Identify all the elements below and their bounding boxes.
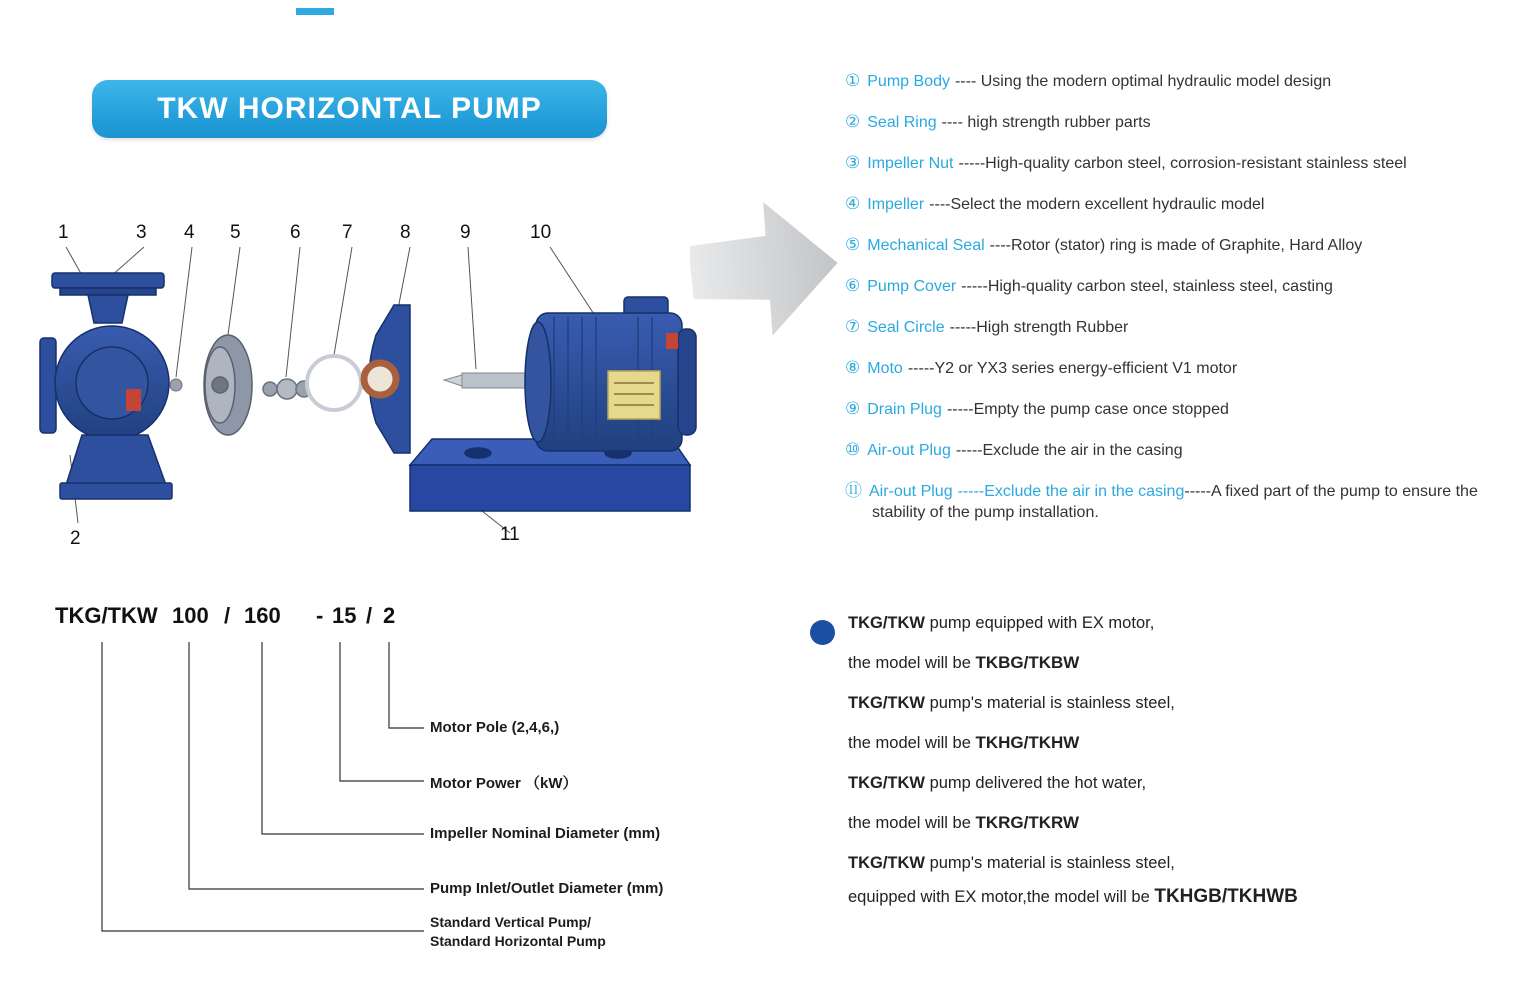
note-text: pump delivered the hot water,	[924, 774, 1147, 792]
callout-standard-line2: Standard Horizontal Pump	[430, 933, 606, 949]
pump-body-graphic	[40, 273, 172, 499]
callout-motor-pole: Motor Pole (2,4,6,)	[430, 719, 560, 736]
transition-arrow-graphic	[690, 196, 840, 346]
callout-inlet-outlet: Pump Inlet/Outlet Diameter (mm)	[430, 880, 664, 897]
part-item-11	[845, 480, 1505, 523]
diagram-label-10: 10	[530, 222, 552, 243]
part-number-icon: ④	[845, 194, 861, 213]
callout-impeller-diameter: Impeller Nominal Diameter (mm)	[430, 825, 661, 842]
part-item-5	[845, 234, 1505, 256]
part-name: Air-out Plug	[867, 442, 951, 459]
part-desc: -----Exclude the air in the casing	[957, 483, 1185, 500]
diagram-label-9: 9	[460, 222, 471, 243]
model-code-power: 15	[332, 603, 357, 628]
part-desc: -----High strength Rubber	[949, 319, 1129, 336]
part-item-4	[845, 193, 1505, 215]
model-code-prefix: TKG/TKW	[55, 603, 158, 628]
part-name: Impeller	[867, 196, 925, 213]
part-number-icon: ⑩	[845, 440, 861, 459]
diagram-label-5: 5	[230, 222, 241, 243]
part-item-1	[845, 70, 1505, 92]
bullet-icon	[810, 620, 835, 645]
part-item-3	[845, 152, 1505, 174]
note-model: TKBG/TKBW	[975, 653, 1080, 672]
impeller-nut-graphic	[170, 379, 182, 391]
model-variant-notes	[848, 612, 1478, 926]
note-line	[848, 852, 1478, 886]
parts-list	[845, 70, 1505, 542]
note-model: TKHGB/TKHWB	[1154, 886, 1298, 907]
note-text: the model will be	[848, 814, 976, 832]
part-desc: -----Exclude the air in the casing	[955, 442, 1183, 459]
note-text: pump equipped with EX motor,	[924, 614, 1155, 632]
part-number-icon: ⑨	[845, 399, 861, 418]
note-line	[848, 886, 1478, 926]
diagram-label-11: 11	[500, 524, 520, 545]
note-lead: TKG/TKW	[848, 854, 925, 872]
model-code-dash: -	[316, 603, 324, 628]
diagram-label-6: 6	[290, 222, 301, 243]
diagram-label-2: 2	[70, 528, 81, 549]
note-line	[848, 612, 1478, 652]
motor-graphic	[525, 297, 696, 451]
part-desc: ----Rotor (stator) ring is made of Graphite, Hard Alloy	[989, 237, 1363, 254]
note-model: TKHG/TKHW	[975, 733, 1080, 752]
model-code-impeller: 160	[244, 603, 281, 628]
callout-standard-pump	[430, 913, 606, 951]
part-number-icon: ②	[845, 112, 861, 131]
note-text: equipped with EX motor,the model will be	[848, 888, 1155, 906]
part-item-9	[845, 398, 1505, 420]
callout-standard-line1: Standard Vertical Pump/	[430, 914, 592, 930]
part-name: Impeller Nut	[867, 155, 954, 172]
note-text: pump's material is stainless steel,	[924, 854, 1175, 872]
note-lead: TKG/TKW	[848, 694, 925, 712]
diagram-label-1: 1	[58, 222, 69, 243]
part-desc-extra: -----A fixed part of the pump to ensure the stability of the pump installation.	[872, 483, 1478, 521]
part-number-icon: ⑤	[845, 235, 861, 254]
pump-exploded-diagram	[30, 213, 720, 563]
part-item-6	[845, 275, 1505, 297]
part-name: Pump Body	[867, 73, 950, 90]
model-code-pole: 2	[383, 603, 396, 628]
note-text: the model will be	[848, 654, 976, 672]
part-name: Drain Plug	[867, 401, 942, 418]
note-text: the model will be	[848, 734, 976, 752]
note-line	[848, 812, 1478, 852]
model-code-inlet: 100	[172, 603, 209, 628]
note-line	[848, 772, 1478, 812]
part-desc: -----Empty the pump case once stopped	[946, 401, 1229, 418]
part-name: Pump Cover	[867, 278, 957, 295]
part-desc: ---- Using the modern optimal hydraulic model design	[954, 73, 1332, 90]
diagram-label-3: 3	[136, 222, 147, 243]
diagram-label-8: 8	[400, 222, 411, 243]
part-desc: -----Y2 or YX3 series energy-efficient V1 motor	[907, 360, 1238, 377]
part-desc: -----High-quality carbon steel, stainless steel, casting	[961, 278, 1333, 295]
part-item-2	[845, 111, 1505, 133]
pump-cover-graphic	[364, 305, 410, 453]
note-line	[848, 652, 1478, 692]
part-number-icon: ①	[845, 71, 861, 90]
callout-motor-power: Motor Power （kW）	[430, 775, 578, 792]
impeller-graphic	[204, 335, 252, 435]
part-desc: ---- high strength rubber parts	[941, 114, 1151, 131]
decorative-mark	[296, 8, 334, 15]
model-code-slash-2: /	[366, 603, 373, 628]
note-model: TKRG/TKRW	[975, 813, 1080, 832]
part-name: Moto	[867, 360, 903, 377]
mechanical-seal-graphic	[307, 356, 361, 410]
note-text: pump's material is stainless steel,	[924, 694, 1175, 712]
part-name: Mechanical Seal	[867, 237, 985, 254]
note-line	[848, 692, 1478, 732]
note-line	[848, 732, 1478, 772]
part-name: Air-out Plug	[869, 483, 953, 500]
part-item-10	[845, 439, 1505, 461]
part-desc: -----High-quality carbon steel, corrosion-resistant stainless steel	[958, 155, 1407, 172]
note-lead: TKG/TKW	[848, 614, 925, 632]
part-number-icon: ③	[845, 153, 861, 172]
part-desc: ----Select the modern excellent hydraulic model	[929, 196, 1265, 213]
part-number-icon: ⑧	[845, 358, 861, 377]
page-title: TKW HORIZONTAL PUMP	[157, 92, 542, 125]
part-name: Seal Ring	[867, 114, 937, 131]
part-name: Seal Circle	[867, 319, 945, 336]
part-number-icon: ⑥	[845, 276, 861, 295]
diagram-label-7: 7	[342, 222, 353, 243]
part-number-icon: ⑪	[845, 481, 862, 500]
model-code-slash-1: /	[224, 603, 231, 628]
shaft-hardware-graphic	[263, 379, 312, 399]
note-lead: TKG/TKW	[848, 774, 925, 792]
diagram-label-4: 4	[184, 222, 195, 243]
part-item-8	[845, 357, 1505, 379]
title-banner	[92, 80, 607, 138]
part-item-7	[845, 316, 1505, 338]
part-number-icon: ⑦	[845, 317, 861, 336]
